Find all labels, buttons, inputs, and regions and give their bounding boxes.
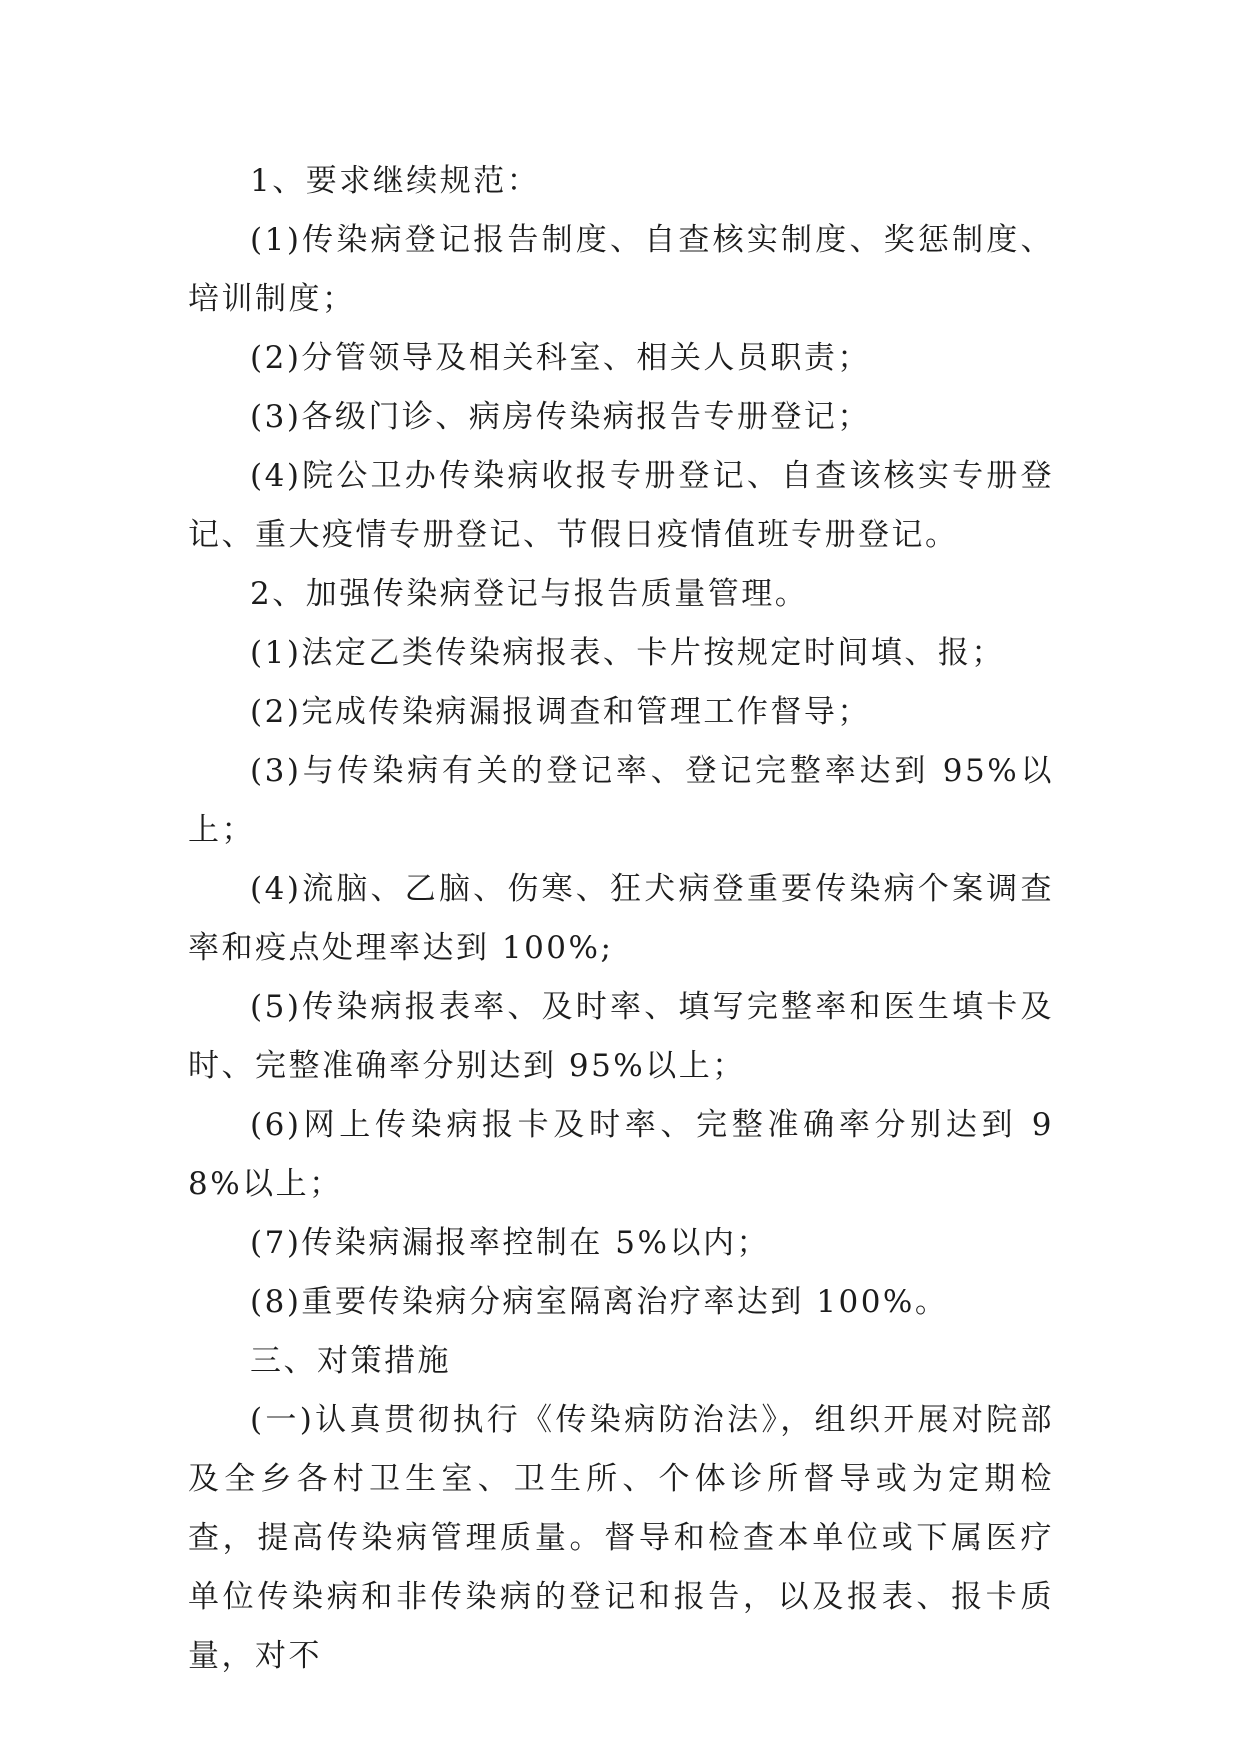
paragraph-quality-item-3: (3)与传染病有关的登记率、登记完整率达到 95%以上； [188, 753, 1054, 848]
paragraph-quality-item-5: (5)传染病报表率、及时率、填写完整率和医生填卡及时、完整准确率分别达到 95%以上； [188, 989, 1054, 1084]
paragraph-quality-item-6: (6)网上传染病报卡及时率、完整准确率分别达到 98%以上； [188, 1107, 1054, 1202]
document-body [188, 152, 1054, 1686]
paragraph-measure-1: (一)认真贯彻执行《传染病防治法》，组织开展对院部及全乡各村卫生室、卫生所、个体诊所督导或为定期检查，提高传染病管理质量。督导和检查本单位或下属医疗单位传染病和非传染病的登记和报告，以及报表、报卡质量，对不 [188, 1402, 1054, 1674]
paragraph-quality-item-2: (2)完成传染病漏报调查和管理工作督导； [250, 694, 871, 730]
paragraph-item-4: (4)院公卫办传染病收报专册登记、自查该核实专册登记、重大疫情专册登记、节假日疫情值班专册登记。 [188, 458, 1054, 553]
paragraph-quality-heading: 2、加强传染病登记与报告质量管理。 [250, 576, 809, 612]
paragraph-item-2: (2)分管领导及相关科室、相关人员职责； [250, 340, 871, 376]
paragraph-quality-item-8: (8)重要传染病分病室隔离治疗率达到 100%。 [250, 1284, 949, 1320]
paragraph-item-3: (3)各级门诊、病房传染病报告专册登记； [250, 399, 871, 435]
section-heading-measures: 三、对策措施 [250, 1343, 451, 1379]
paragraph-quality-item-1: (1)法定乙类传染病报表、卡片按规定时间填、报； [250, 635, 1005, 671]
paragraph-quality-item-4: (4)流脑、乙脑、伤寒、狂犬病登重要传染病个案调查率和疫点处理率达到 100%; [188, 871, 1054, 966]
paragraph-item-1: (1)传染病登记报告制度、自查核实制度、奖惩制度、培训制度； [188, 222, 1054, 317]
paragraph-quality-item-7: (7)传染病漏报率控制在 5%以内； [250, 1225, 770, 1261]
paragraph-requirements-heading: 1、要求继续规范： [250, 163, 541, 199]
